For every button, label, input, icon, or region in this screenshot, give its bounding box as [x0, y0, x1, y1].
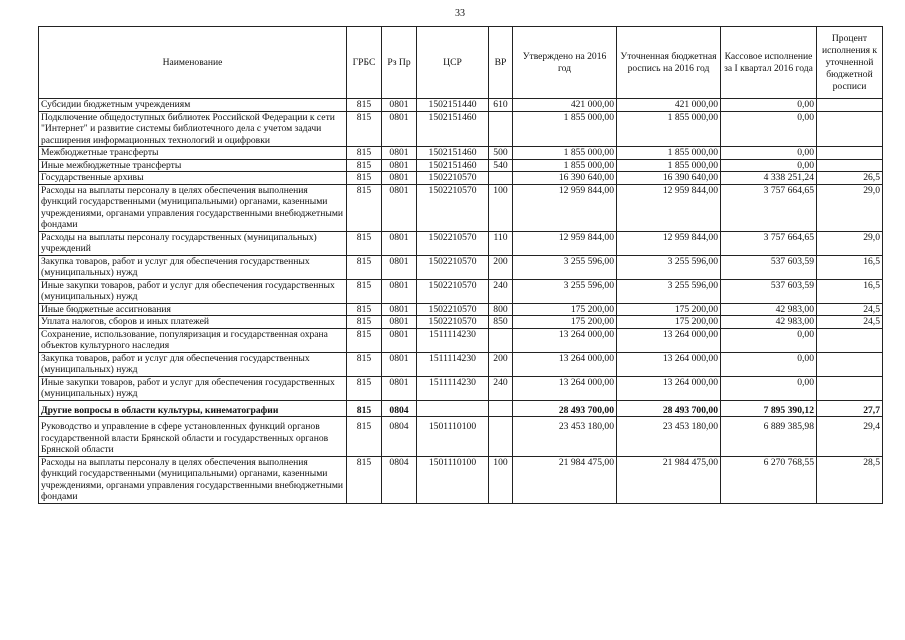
cell-vr: [489, 417, 513, 457]
cell-csr: 1502151440: [417, 99, 489, 112]
cell-percent: 26,5: [817, 172, 883, 185]
cell-rzpr: 0801: [382, 255, 417, 279]
cell-csr: 1502151460: [417, 147, 489, 160]
cell-name: Иные закупки товаров, работ и услуг для обеспечения государственных (муниципальных) нужд: [39, 376, 347, 400]
cell-vr: [489, 111, 513, 147]
cell-percent: [817, 111, 883, 147]
cell-refined: 13 264 000,00: [617, 376, 721, 400]
cell-cash: 0,00: [721, 159, 817, 172]
cell-rzpr: 0804: [382, 417, 417, 457]
cell-name: Расходы на выплаты персоналу государственных (муниципальных) учреждений: [39, 231, 347, 255]
cell-csr: 1502151460: [417, 111, 489, 147]
cell-refined: 16 390 640,00: [617, 172, 721, 185]
cell-name: Иные бюджетные ассигнования: [39, 303, 347, 316]
cell-approved: 21 984 475,00: [513, 456, 617, 503]
cell-cash: 0,00: [721, 99, 817, 112]
cell-percent: [817, 147, 883, 160]
page-number: 33: [455, 8, 465, 19]
cell-grbs: 815: [347, 303, 382, 316]
cell-grbs: 815: [347, 184, 382, 231]
cell-rzpr: 0804: [382, 400, 417, 417]
cell-name: Межбюджетные трансферты: [39, 147, 347, 160]
table-row: [39, 147, 883, 160]
cell-cash: 3 757 664,65: [721, 184, 817, 231]
header-percent: Процент исполнения к уточненной бюджетной росписи: [817, 27, 883, 99]
cell-name: Подключение общедоступных библиотек Российской Федерации к сети "Интернет" и развитие системы библиотечного дела с учетом задачи расширения информационных технологий и оцифровки: [39, 111, 347, 147]
cell-rzpr: 0801: [382, 279, 417, 303]
cell-percent: [817, 159, 883, 172]
cell-refined: 1 855 000,00: [617, 147, 721, 160]
cell-rzpr: 0801: [382, 99, 417, 112]
cell-grbs: 815: [347, 417, 382, 457]
cell-cash: 6 270 768,55: [721, 456, 817, 503]
cell-grbs: 815: [347, 111, 382, 147]
cell-percent: 24,5: [817, 316, 883, 329]
cell-approved: 23 453 180,00: [513, 417, 617, 457]
cell-refined: 3 255 596,00: [617, 255, 721, 279]
cell-cash: 7 895 390,12: [721, 400, 817, 417]
table-row-section: [39, 400, 883, 417]
cell-grbs: 815: [347, 316, 382, 329]
cell-percent: [817, 376, 883, 400]
cell-grbs: 815: [347, 99, 382, 112]
cell-csr: 1501110100: [417, 417, 489, 457]
cell-cash: 0,00: [721, 376, 817, 400]
cell-name: Руководство и управление в сфере установленных функций органов государственной власти Брянской области и государственных органов Брянской области: [39, 417, 347, 457]
cell-percent: 29,4: [817, 417, 883, 457]
cell-csr: 1502210570: [417, 316, 489, 329]
header-approved: Утверждено на 2016 год: [513, 27, 617, 99]
cell-approved: 1 855 000,00: [513, 111, 617, 147]
cell-rzpr: 0801: [382, 147, 417, 160]
cell-refined: 23 453 180,00: [617, 417, 721, 457]
cell-cash: 6 889 385,98: [721, 417, 817, 457]
header-name: Наименование: [39, 27, 347, 99]
cell-vr: 100: [489, 456, 513, 503]
cell-approved: 1 855 000,00: [513, 159, 617, 172]
table-row: [39, 456, 883, 503]
cell-rzpr: 0801: [382, 184, 417, 231]
cell-vr: [489, 328, 513, 352]
cell-cash: 4 338 251,24: [721, 172, 817, 185]
cell-name: Сохранение, использование, популяризация и государственная охрана объектов культурного наследия: [39, 328, 347, 352]
table-row: [39, 316, 883, 329]
cell-rzpr: 0801: [382, 303, 417, 316]
header-vr: ВР: [489, 27, 513, 99]
cell-rzpr: 0801: [382, 316, 417, 329]
cell-percent: 29,0: [817, 184, 883, 231]
table-row: [39, 328, 883, 352]
cell-name: Государственные архивы: [39, 172, 347, 185]
cell-approved: 13 264 000,00: [513, 376, 617, 400]
cell-percent: 27,7: [817, 400, 883, 417]
cell-csr: 1511114230: [417, 376, 489, 400]
cell-name: Закупка товаров, работ и услуг для обеспечения государственных (муниципальных) нужд: [39, 255, 347, 279]
cell-csr: 1502210570: [417, 184, 489, 231]
cell-approved: 12 959 844,00: [513, 231, 617, 255]
cell-vr: 200: [489, 352, 513, 376]
cell-csr: [417, 400, 489, 417]
cell-percent: 16,5: [817, 279, 883, 303]
cell-vr: 500: [489, 147, 513, 160]
cell-grbs: 815: [347, 456, 382, 503]
cell-grbs: 815: [347, 376, 382, 400]
cell-vr: 850: [489, 316, 513, 329]
cell-grbs: 815: [347, 159, 382, 172]
cell-vr: 240: [489, 279, 513, 303]
table-row: [39, 303, 883, 316]
cell-name: Субсидии бюджетным учреждениям: [39, 99, 347, 112]
cell-refined: 175 200,00: [617, 303, 721, 316]
cell-rzpr: 0801: [382, 231, 417, 255]
table-row: [39, 376, 883, 400]
cell-refined: 12 959 844,00: [617, 231, 721, 255]
cell-rzpr: 0801: [382, 159, 417, 172]
cell-approved: 13 264 000,00: [513, 328, 617, 352]
cell-approved: 1 855 000,00: [513, 147, 617, 160]
cell-rzpr: 0801: [382, 352, 417, 376]
cell-grbs: 815: [347, 147, 382, 160]
cell-name: Расходы на выплаты персоналу в целях обеспечения выполнения функций государственными (муниципальными) органами, казенными учреждениями, органами управления государственными внебюджетными фондами: [39, 456, 347, 503]
cell-approved: 12 959 844,00: [513, 184, 617, 231]
cell-percent: [817, 352, 883, 376]
cell-name: Расходы на выплаты персоналу в целях обеспечения выполнения функций государственными (муниципальными) органами, казенными учреждениями, органами управления государственными внебюджетными фондами: [39, 184, 347, 231]
cell-approved: 421 000,00: [513, 99, 617, 112]
cell-refined: 13 264 000,00: [617, 328, 721, 352]
cell-approved: 3 255 596,00: [513, 255, 617, 279]
table-row: [39, 111, 883, 147]
cell-rzpr: 0801: [382, 111, 417, 147]
cell-refined: 13 264 000,00: [617, 352, 721, 376]
cell-cash: 0,00: [721, 328, 817, 352]
cell-refined: 175 200,00: [617, 316, 721, 329]
cell-grbs: 815: [347, 255, 382, 279]
cell-percent: [817, 328, 883, 352]
cell-grbs: 815: [347, 352, 382, 376]
cell-refined: 1 855 000,00: [617, 159, 721, 172]
cell-grbs: 815: [347, 279, 382, 303]
cell-csr: 1501110100: [417, 456, 489, 503]
cell-vr: [489, 172, 513, 185]
cell-name: Другие вопросы в области культуры, кинематографии: [39, 400, 347, 417]
table-row: [39, 99, 883, 112]
header-grbs: ГРБС: [347, 27, 382, 99]
cell-approved: 28 493 700,00: [513, 400, 617, 417]
cell-name: Иные межбюджетные трансферты: [39, 159, 347, 172]
cell-vr: 610: [489, 99, 513, 112]
cell-vr: 240: [489, 376, 513, 400]
cell-cash: 42 983,00: [721, 303, 817, 316]
cell-refined: 12 959 844,00: [617, 184, 721, 231]
cell-grbs: 815: [347, 231, 382, 255]
cell-cash: 537 603,59: [721, 279, 817, 303]
table-row: [39, 231, 883, 255]
cell-vr: [489, 400, 513, 417]
cell-vr: 200: [489, 255, 513, 279]
header-row: [39, 27, 883, 99]
cell-name: Закупка товаров, работ и услуг для обеспечения государственных (муниципальных) нужд: [39, 352, 347, 376]
table-row: [39, 255, 883, 279]
cell-cash: 0,00: [721, 147, 817, 160]
cell-csr: 1502210570: [417, 303, 489, 316]
cell-percent: [817, 99, 883, 112]
budget-table: [38, 26, 883, 504]
cell-refined: 1 855 000,00: [617, 111, 721, 147]
cell-cash: 537 603,59: [721, 255, 817, 279]
cell-percent: 16,5: [817, 255, 883, 279]
cell-name: Иные закупки товаров, работ и услуг для обеспечения государственных (муниципальных) нужд: [39, 279, 347, 303]
cell-rzpr: 0804: [382, 456, 417, 503]
table-row: [39, 279, 883, 303]
table-row: [39, 352, 883, 376]
cell-csr: 1502210570: [417, 255, 489, 279]
cell-approved: 175 200,00: [513, 316, 617, 329]
cell-csr: 1511114230: [417, 328, 489, 352]
cell-cash: 3 757 664,65: [721, 231, 817, 255]
cell-vr: 100: [489, 184, 513, 231]
cell-refined: 421 000,00: [617, 99, 721, 112]
cell-csr: 1502210570: [417, 231, 489, 255]
cell-percent: 29,0: [817, 231, 883, 255]
cell-approved: 175 200,00: [513, 303, 617, 316]
cell-cash: 42 983,00: [721, 316, 817, 329]
table-row: [39, 159, 883, 172]
cell-rzpr: 0801: [382, 172, 417, 185]
cell-vr: 110: [489, 231, 513, 255]
cell-refined: 21 984 475,00: [617, 456, 721, 503]
header-cash: Кассовое исполнение за I квартал 2016 года: [721, 27, 817, 99]
cell-approved: 13 264 000,00: [513, 352, 617, 376]
cell-refined: 28 493 700,00: [617, 400, 721, 417]
table-row: [39, 184, 883, 231]
cell-grbs: 815: [347, 328, 382, 352]
cell-csr: 1502210570: [417, 172, 489, 185]
cell-percent: 28,5: [817, 456, 883, 503]
cell-csr: 1502210570: [417, 279, 489, 303]
cell-csr: 1511114230: [417, 352, 489, 376]
cell-grbs: 815: [347, 400, 382, 417]
cell-cash: 0,00: [721, 352, 817, 376]
cell-percent: 24,5: [817, 303, 883, 316]
table-row: [39, 417, 883, 457]
cell-name: Уплата налогов, сборов и иных платежей: [39, 316, 347, 329]
cell-rzpr: 0801: [382, 376, 417, 400]
cell-vr: 800: [489, 303, 513, 316]
cell-csr: 1502151460: [417, 159, 489, 172]
header-csr: ЦСР: [417, 27, 489, 99]
cell-cash: 0,00: [721, 111, 817, 147]
cell-approved: 3 255 596,00: [513, 279, 617, 303]
table-row: [39, 172, 883, 185]
header-refined: Уточненная бюджетная роспись на 2016 год: [617, 27, 721, 99]
cell-grbs: 815: [347, 172, 382, 185]
header-rzpr: Рз Пр: [382, 27, 417, 99]
cell-rzpr: 0801: [382, 328, 417, 352]
cell-vr: 540: [489, 159, 513, 172]
cell-approved: 16 390 640,00: [513, 172, 617, 185]
cell-refined: 3 255 596,00: [617, 279, 721, 303]
